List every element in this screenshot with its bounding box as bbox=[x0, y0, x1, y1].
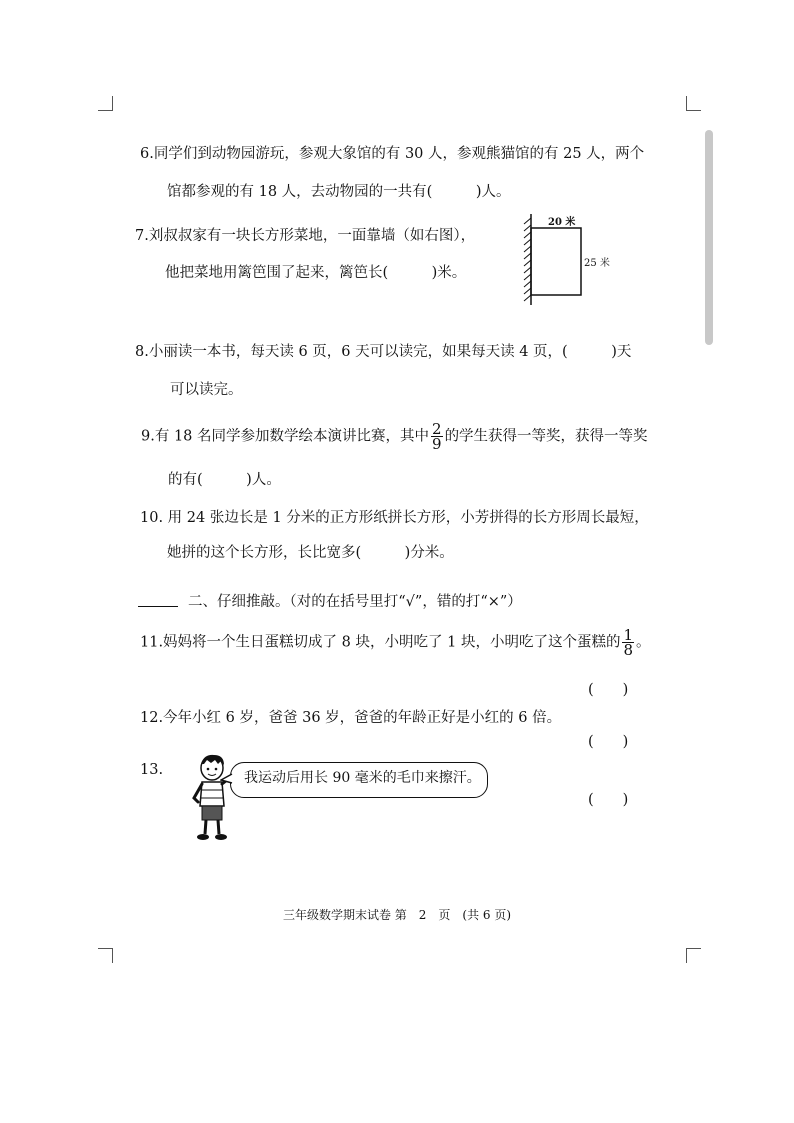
crop-mark-bottom-right bbox=[686, 948, 701, 963]
page-footer: 三年级数学期末试卷 第 2 页 (共 6 页) bbox=[282, 908, 512, 922]
speech-bubble-text: 我运动后用长 90 毫米的毛巾来擦汗。 bbox=[244, 770, 481, 786]
q11-fraction bbox=[622, 628, 634, 657]
q9-text-a: 9.有 18 名同学参加数学绘本演讲比赛，其中 bbox=[141, 428, 430, 445]
q9-line2: 的有( )人。 bbox=[168, 472, 281, 488]
q10-line2: 她拼的这个长方形，长比宽多( )分米。 bbox=[167, 545, 454, 561]
q8-line2: 可以读完。 bbox=[170, 382, 243, 398]
crop-mark-top-left bbox=[98, 96, 113, 111]
q7-line1: 7.刘叔叔家有一块长方形菜地，一面靠墙（如右图）， bbox=[135, 228, 476, 244]
speech-bubble-tail bbox=[220, 772, 234, 786]
q9-line1 bbox=[141, 422, 648, 451]
q12-answer-paren[interactable]: ( ) bbox=[588, 734, 629, 750]
q8-line1: 8.小丽读一本书，每天读 6 页，6 天可以读完，如果每天读 4 页，( )天 bbox=[135, 344, 632, 360]
q11-fraction-den: 8 bbox=[623, 641, 633, 659]
q11-answer-paren[interactable]: ( ) bbox=[588, 682, 629, 698]
q11-line bbox=[140, 628, 651, 657]
q7-side-label: 25 米 bbox=[584, 258, 610, 269]
q13-number: 13. bbox=[140, 762, 164, 778]
q6-line2: 馆都参观的有 18 人，去动物园的一共有( )人。 bbox=[167, 184, 511, 200]
section2-heading: 二、仔细推敲。（对的在括号里打“√”，错的打“×”） bbox=[188, 594, 522, 610]
q7-top-label: 20 米 bbox=[548, 217, 576, 228]
q13-answer-paren[interactable]: ( ) bbox=[588, 792, 629, 808]
boy-cartoon-icon bbox=[188, 752, 238, 844]
score-blank[interactable] bbox=[138, 606, 178, 607]
q12-line: 12.今年小红 6 岁，爸爸 36 岁，爸爸的年龄正好是小红的 6 倍。 bbox=[140, 710, 562, 726]
q11-text-b: 。 bbox=[636, 634, 651, 651]
q7-line2: 他把菜地用篱笆围了起来，篱笆长( )米。 bbox=[165, 265, 467, 281]
q9-text-b: 的学生获得一等奖，获得一等奖 bbox=[444, 428, 648, 445]
q11-fraction-num: 1 bbox=[623, 626, 633, 644]
q9-fraction bbox=[431, 422, 443, 451]
crop-mark-top-right bbox=[686, 96, 701, 111]
q9-fraction-den: 9 bbox=[432, 435, 442, 453]
q6-line1: 6.同学们到动物园游玩，参观大象馆的有 30 人，参观熊猫馆的有 25 人，两个 bbox=[140, 146, 645, 162]
vertical-scrollbar[interactable] bbox=[705, 130, 713, 345]
q10-line1: 10. 用 24 张边长是 1 分米的正方形纸拼长方形，小芳拼得的长方形周长最短， bbox=[140, 510, 649, 526]
crop-mark-bottom-left bbox=[98, 948, 113, 963]
q11-text-a: 11.妈妈将一个生日蛋糕切成了 8 块，小明吃了 1 块，小明吃了这个蛋糕的 bbox=[140, 634, 621, 651]
q9-fraction-num: 2 bbox=[432, 420, 442, 438]
